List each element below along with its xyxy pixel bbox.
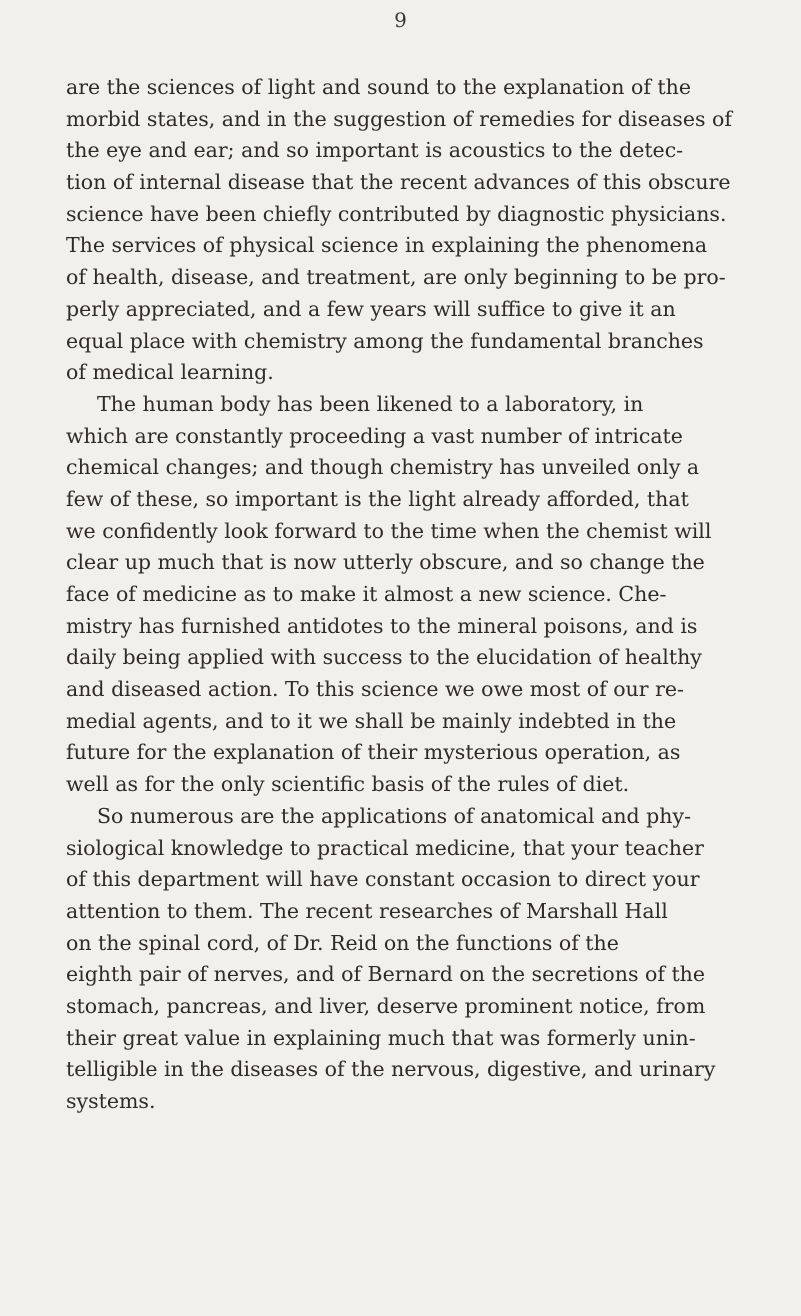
- text-line: morbid states, and in the suggestion of remedies for diseases of: [66, 106, 732, 131]
- text-line: perly appreciated, and a few years will suffice to give it an: [66, 296, 676, 321]
- text-line: of this department will have constant occasion to direct your: [66, 867, 700, 892]
- text-line: future for the explanation of their mysterious operation, as: [66, 740, 681, 765]
- text-line: systems.: [66, 1089, 156, 1113]
- text-line: of health, disease, and treatment, are only beginning to be pro-: [66, 265, 726, 290]
- text-line: mistry has furnished antidotes to the mineral poisons, and is: [66, 613, 698, 638]
- text-line: well as for the only scientific basis of the rules of diet.: [66, 772, 630, 797]
- body-text: [66, 72, 786, 1118]
- text-line: are the sciences of light and sound to the explanation of the: [66, 75, 691, 99]
- text-line: tion of internal disease that the recent advances of this obscure: [66, 170, 731, 195]
- text-line: their great value in explaining much that was formerly unin-: [66, 1025, 696, 1050]
- text-line: daily being applied with success to the elucidation of healthy: [66, 645, 702, 670]
- text-line: The services of physical science in explaining the phenomena: [66, 233, 708, 258]
- text-line: equal place with chemistry among the fundamental branches: [66, 328, 704, 353]
- text-line: stomach, pancreas, and liver, deserve prominent notice, from: [66, 993, 706, 1018]
- text-line: telligible in the diseases of the nervous, digestive, and urinary: [66, 1057, 716, 1082]
- paragraph-first-line: So numerous are the applications of anatomical and phy-: [97, 803, 692, 828]
- text-line: we confidently look forward to the time when the chemist will: [66, 518, 712, 543]
- text-line: few of these, so important is the light already afforded, that: [66, 486, 689, 511]
- text-line: and diseased action. To this science we owe most of our re-: [66, 677, 684, 702]
- text-line: science have been chiefly contributed by diagnostic physicians.: [66, 201, 727, 226]
- paragraph-first-line: The human body has been likened to a laboratory, in: [97, 391, 644, 416]
- text-line: medial agents, and to it we shall be mainly indebted in the: [66, 708, 677, 733]
- page-number: 9: [394, 8, 407, 32]
- text-line: attention to them. The recent researches of Marshall Hall: [66, 898, 668, 923]
- text-line: which are constantly proceeding a vast number of intricate: [66, 423, 683, 448]
- text-line: on the spinal cord, of Dr. Reid on the functions of the: [66, 930, 619, 955]
- text-line: face of medicine as to make it almost a new science. Che-: [66, 582, 667, 606]
- text-line: siological knowledge to practical medicine, that your teacher: [66, 835, 704, 860]
- text-line: eighth pair of nerves, and of Bernard on the secretions of the: [66, 962, 706, 987]
- text-line: the eye and ear; and so important is acoustics to the detec-: [66, 138, 684, 163]
- text-line: chemical changes; and though chemistry has unveiled only a: [66, 455, 700, 480]
- text-line: clear up much that is now utterly obscure, and so change the: [66, 550, 705, 575]
- text-line: of medical learning.: [66, 360, 274, 385]
